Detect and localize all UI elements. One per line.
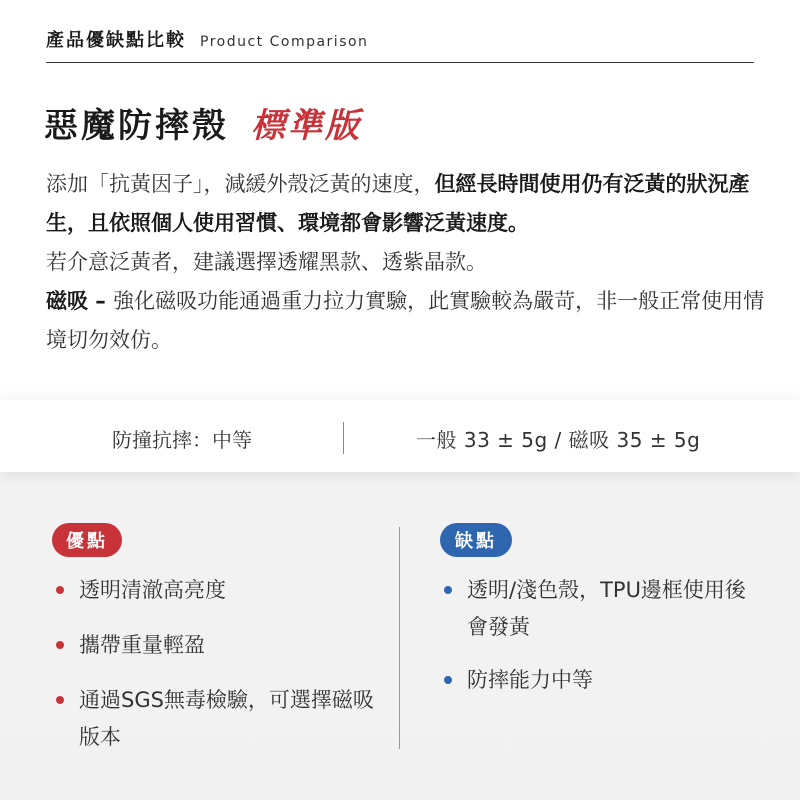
list-item bbox=[444, 662, 764, 699]
list-item bbox=[56, 572, 376, 609]
description-paragraph-3 bbox=[46, 282, 766, 360]
header-title-zh: 產品優缺點比較 bbox=[46, 30, 186, 51]
pro-item-text: 攜帶重量輕盈 bbox=[79, 633, 205, 657]
bullet-dot-icon bbox=[56, 586, 64, 594]
list-item bbox=[444, 572, 764, 646]
cons-badge: 缺點 bbox=[440, 523, 512, 557]
bullet-dot-icon bbox=[56, 641, 64, 649]
bullet-dot-icon bbox=[56, 696, 64, 704]
spec-divider bbox=[343, 422, 344, 454]
product-description bbox=[46, 165, 766, 360]
description-text: 添加「抗黃因子」，減緩外殼泛黃的速度， bbox=[46, 172, 435, 196]
product-name: 惡魔防摔殼 bbox=[44, 106, 229, 146]
description-paragraph-2: 若介意泛黃者，建議選擇透耀黑款、透紫晶款。 bbox=[46, 250, 487, 274]
magnetic-label: 磁吸 – bbox=[46, 289, 114, 313]
con-item-text: 防摔能力中等 bbox=[467, 668, 593, 692]
spec-bar bbox=[0, 400, 800, 472]
column-divider bbox=[399, 527, 400, 749]
pro-item-text: 透明清澈高亮度 bbox=[79, 578, 226, 602]
list-item bbox=[56, 627, 376, 664]
pros-list bbox=[56, 572, 376, 774]
list-item bbox=[56, 682, 376, 756]
pro-item-text: 通過SGS無毒檢驗，可選擇磁吸版本 bbox=[79, 688, 374, 749]
header-title-en: Product Comparison bbox=[200, 34, 369, 50]
product-title bbox=[44, 98, 362, 147]
magnetic-text: 強化磁吸功能通過重力拉力實驗，此實驗較為嚴苛，非一般正常使用情境切勿效仿。 bbox=[46, 289, 765, 352]
bullet-dot-icon bbox=[444, 676, 452, 684]
description-paragraph-1 bbox=[46, 165, 766, 243]
cons-list bbox=[444, 572, 764, 715]
weight-spec: 一般 33 ± 5g / 磁吸 35 ± 5g bbox=[416, 428, 701, 452]
pros-badge: 優點 bbox=[52, 523, 122, 557]
bullet-dot-icon bbox=[444, 586, 452, 594]
product-edition: 標準版 bbox=[251, 106, 362, 146]
section-header bbox=[46, 26, 754, 63]
description-emphasis: 但經長時間使用仍有泛黃的狀況產生，且依照個人使用習慣、環境都會影響泛黃速度。 bbox=[46, 172, 750, 235]
con-item-text: 透明/淺色殼，TPU邊框使用後會發黃 bbox=[467, 578, 746, 639]
protection-spec: 防撞抗摔：中等 bbox=[112, 428, 252, 452]
